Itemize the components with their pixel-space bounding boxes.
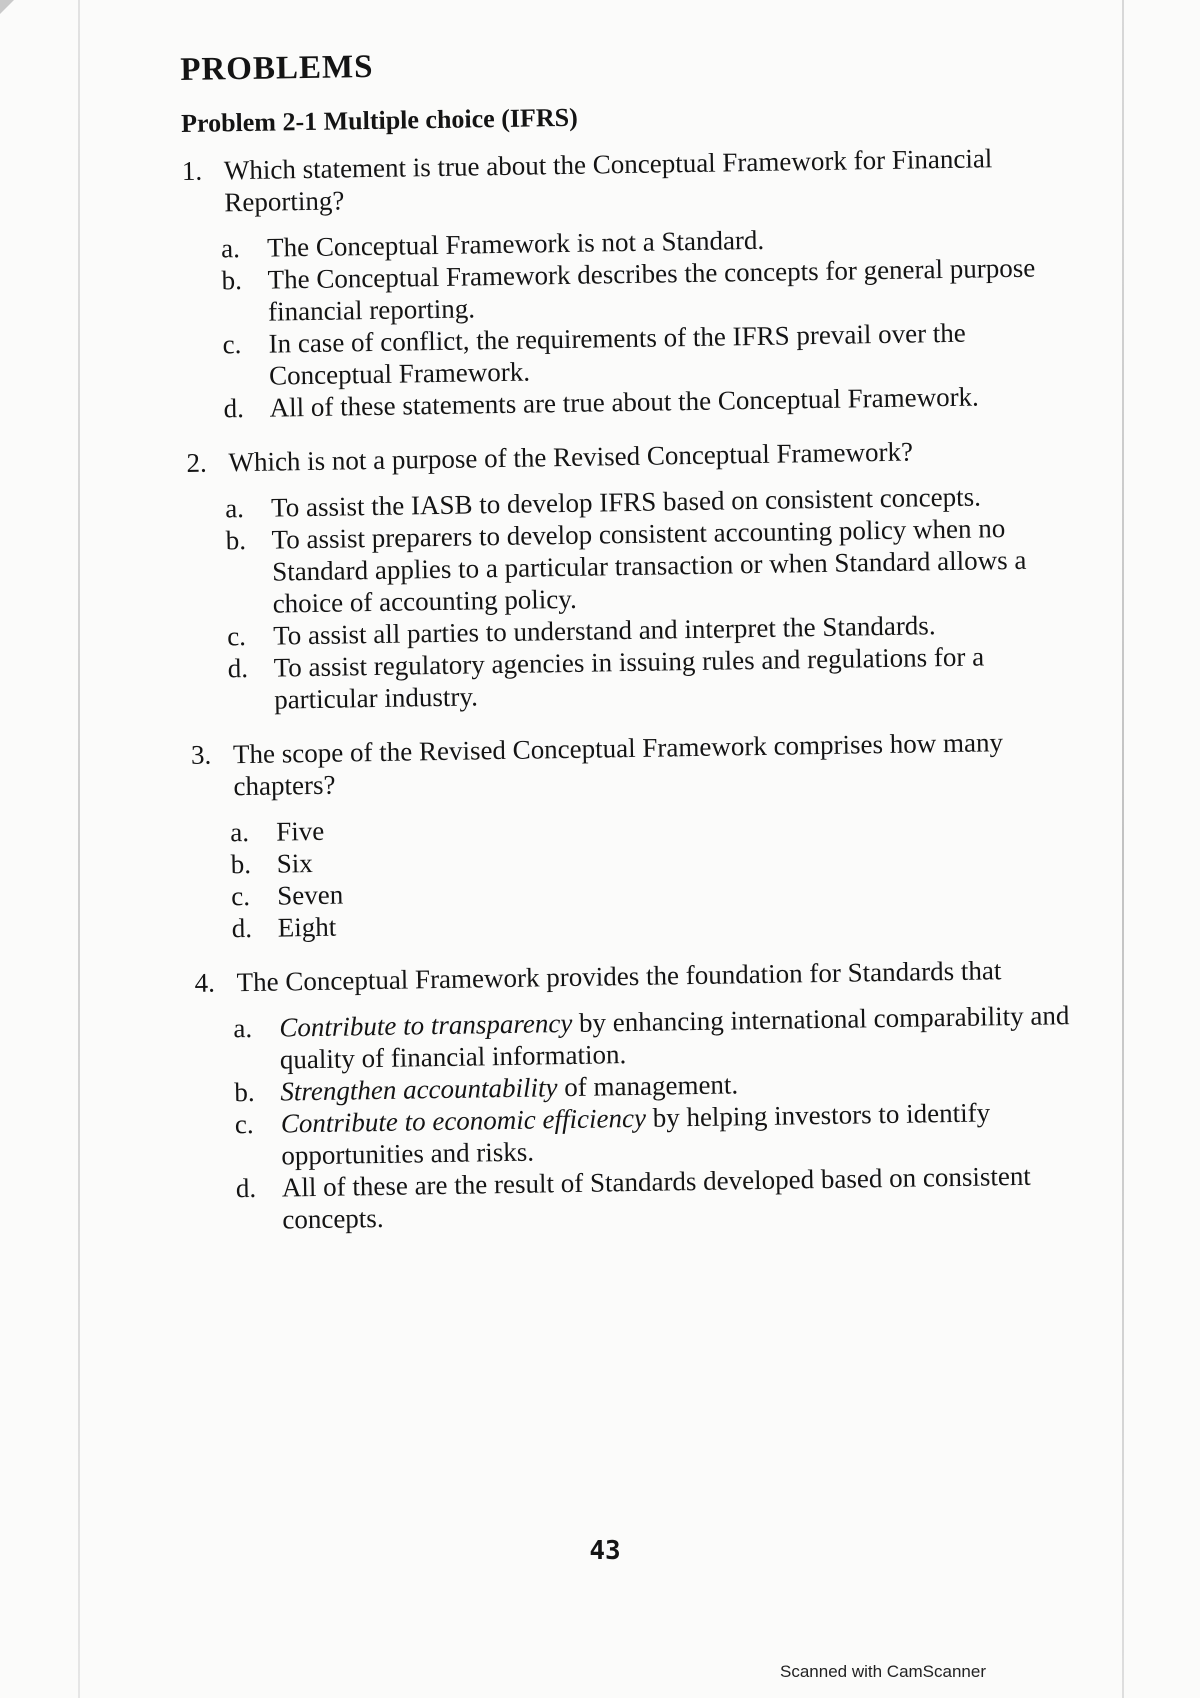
question-text: Which statement is true about the Conceptual Framework for Financial Reporting? <box>223 143 993 218</box>
option-letter: a. <box>220 233 241 264</box>
question-4 <box>194 953 1078 1237</box>
option-b <box>225 511 1068 620</box>
option-text: In case of conflict, the requirements of the IFRS prevail over the Conceptual Framework. <box>268 317 967 391</box>
option-letter: a. <box>224 493 245 524</box>
option-letter: c. <box>226 621 247 652</box>
question-number: 3. <box>190 739 212 770</box>
option-letter: c. <box>222 329 242 360</box>
option-list <box>192 803 1074 945</box>
option-text: Seven <box>277 879 344 911</box>
option-emphasis: Contribute to economic efficiency <box>280 1102 647 1139</box>
option-letter: b. <box>225 525 247 556</box>
option-list <box>183 219 1066 425</box>
question-text: Which is not a purpose of the Revised Conceptual Framework? <box>228 436 914 478</box>
option-text: All of these are the result of Standards developed based on consistent concepts. <box>281 1160 1032 1235</box>
question-1 <box>182 141 1066 425</box>
option-emphasis: Contribute to transparency <box>279 1007 573 1043</box>
option-letter: d. <box>235 1172 257 1204</box>
question-number: 4. <box>194 967 216 998</box>
option-text: Six <box>276 848 314 879</box>
option-text: Five <box>276 815 325 847</box>
option-text: The Conceptual Framework describes the concepts for general purpose financial reporting. <box>267 252 1036 327</box>
problem-title: Problem 2-1 Multiple choice (IFRS) <box>180 102 578 138</box>
option-text: To assist the IASB to develop IFRS based on consistent concepts. <box>270 481 982 523</box>
question-number: 2. <box>186 447 207 478</box>
option-d <box>236 1159 1079 1236</box>
option-letter: a. <box>230 817 250 848</box>
option-emphasis: Strengthen accountability <box>280 1072 558 1107</box>
option-letter: c. <box>234 1108 254 1140</box>
option-text: All of these statements are true about the Conceptual Framework. <box>269 381 980 423</box>
question-number: 1. <box>181 155 203 186</box>
question-2 <box>186 433 1070 717</box>
option-text: To assist preparers to develop consistent accounting policy when no Standard applies to a particular transaction or when Standard allows a choice of accounting policy. <box>271 513 1027 619</box>
option-remainder: by enhancing international comparability and quality of financial information. <box>279 1000 1070 1075</box>
option-list <box>195 999 1078 1237</box>
option-letter: b. <box>230 848 252 880</box>
page-left-edge <box>78 0 80 1698</box>
scanner-watermark: Scanned with CamScanner <box>780 1662 987 1681</box>
page-number: 43 <box>589 1536 621 1566</box>
question-text: The scope of the Revised Conceptual Framework comprises how many chapters? <box>232 727 1004 802</box>
question-3 <box>191 725 1074 945</box>
option-letter: d. <box>231 912 253 944</box>
question-text: The Conceptual Framework provides the foundation for Standards that <box>236 955 1002 998</box>
option-text: Eight <box>277 911 337 943</box>
page-corner-mark <box>0 0 14 14</box>
option-d <box>227 639 1070 716</box>
option-remainder: by helping investors to identify opportunities and risks. <box>281 1097 991 1171</box>
option-letter: b. <box>234 1076 255 1108</box>
section-heading: PROBLEMS <box>180 48 374 88</box>
option-letter: d. <box>223 393 245 424</box>
page-content <box>180 38 1079 1259</box>
option-letter: c. <box>231 881 251 912</box>
option-letter: a. <box>233 1012 253 1044</box>
option-remainder: of management. <box>557 1069 739 1103</box>
option-text: To assist all parties to understand and interpret the Standards. <box>272 610 936 651</box>
option-list <box>187 479 1070 717</box>
option-text: The Conceptual Framework is not a Standard. <box>266 224 765 263</box>
option-text: To assist regulatory agencies in issuing rules and regulations for a particular industry. <box>273 641 985 715</box>
option-letter: d. <box>227 653 249 684</box>
page-right-edge <box>1122 0 1124 1698</box>
option-letter: b. <box>221 265 243 296</box>
